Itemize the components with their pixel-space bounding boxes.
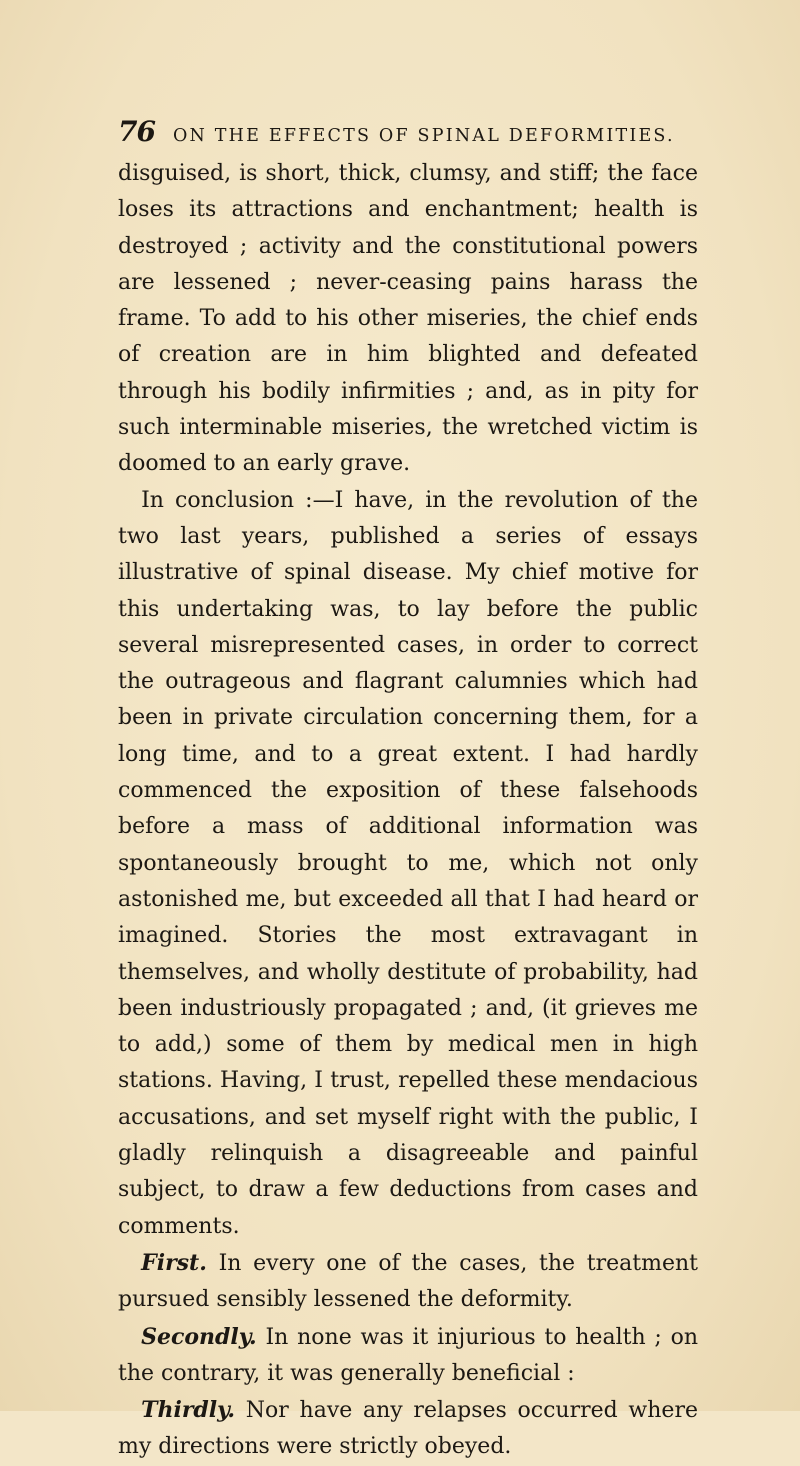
paragraph-conclusion <box>118 483 698 1245</box>
paragraph-text: In every one of the cases, the treatment pursued sensibly lessened the deformity. <box>118 1250 698 1313</box>
paragraph-text: In conclusion :—I have, in the revolution of the two last years, published a series of essays illustrative of spinal disease. My chief motive for this undertaking was, to lay before the public several misrepresented cases, in order to correct the outrageous and flagrant calumnies which had been in private circulation concerning them, for a long time, and to a great extent. I had hardly commenced the exposition of these falsehoods before a mass of additional information was spontaneously brought to me, which not only astonished me, but exceeded all that I had heard or imagined. Stories the most extravagant in themselves, and wholly destitute of probability, had been industriously propagated ; and, (it grieves me to add,) some of them by medical men in high stations. Having, I trust, repelled these mendacious accusations, and set myself right with the public, I gladly relinquish a disagreeable and painful subject, to draw a few deductions from cases and comments. <box>118 487 698 1239</box>
paragraph-secondly <box>118 1319 698 1393</box>
paragraph-lead: First. <box>141 1249 207 1276</box>
paragraph-text: In none was it injurious to health ; on the contrary, it was generally beneficial : <box>118 1324 698 1386</box>
page-number: 76 <box>118 115 155 148</box>
paragraph-lead: Thirdly. <box>141 1397 236 1424</box>
paragraph-continuation <box>118 156 698 483</box>
running-head: ON THE EFFECTS OF SPINAL DEFORMITIES. <box>172 126 675 146</box>
page-header <box>118 115 678 151</box>
paragraph-lead: Secondly. <box>141 1323 257 1350</box>
body-text <box>118 156 698 1466</box>
paragraph-text: disguised, is short, thick, clumsy, and stiff; the face loses its attractions and enchantment; health is destroyed ; activity and the constitutional powers are lessened ; never-ceasing pains harass the frame. To add to his other miseries, the chief ends of creation are in him blighted and defeated through his bodily infirmities ; and, as in pity for such interminable miseries, the wretched victim is doomed to an early grave. <box>118 161 698 477</box>
paragraph-thirdly <box>118 1392 698 1466</box>
paragraph-first <box>118 1245 698 1319</box>
paragraph-text: Nor have any relapses occurred where my directions were strictly obeyed. <box>118 1398 698 1460</box>
